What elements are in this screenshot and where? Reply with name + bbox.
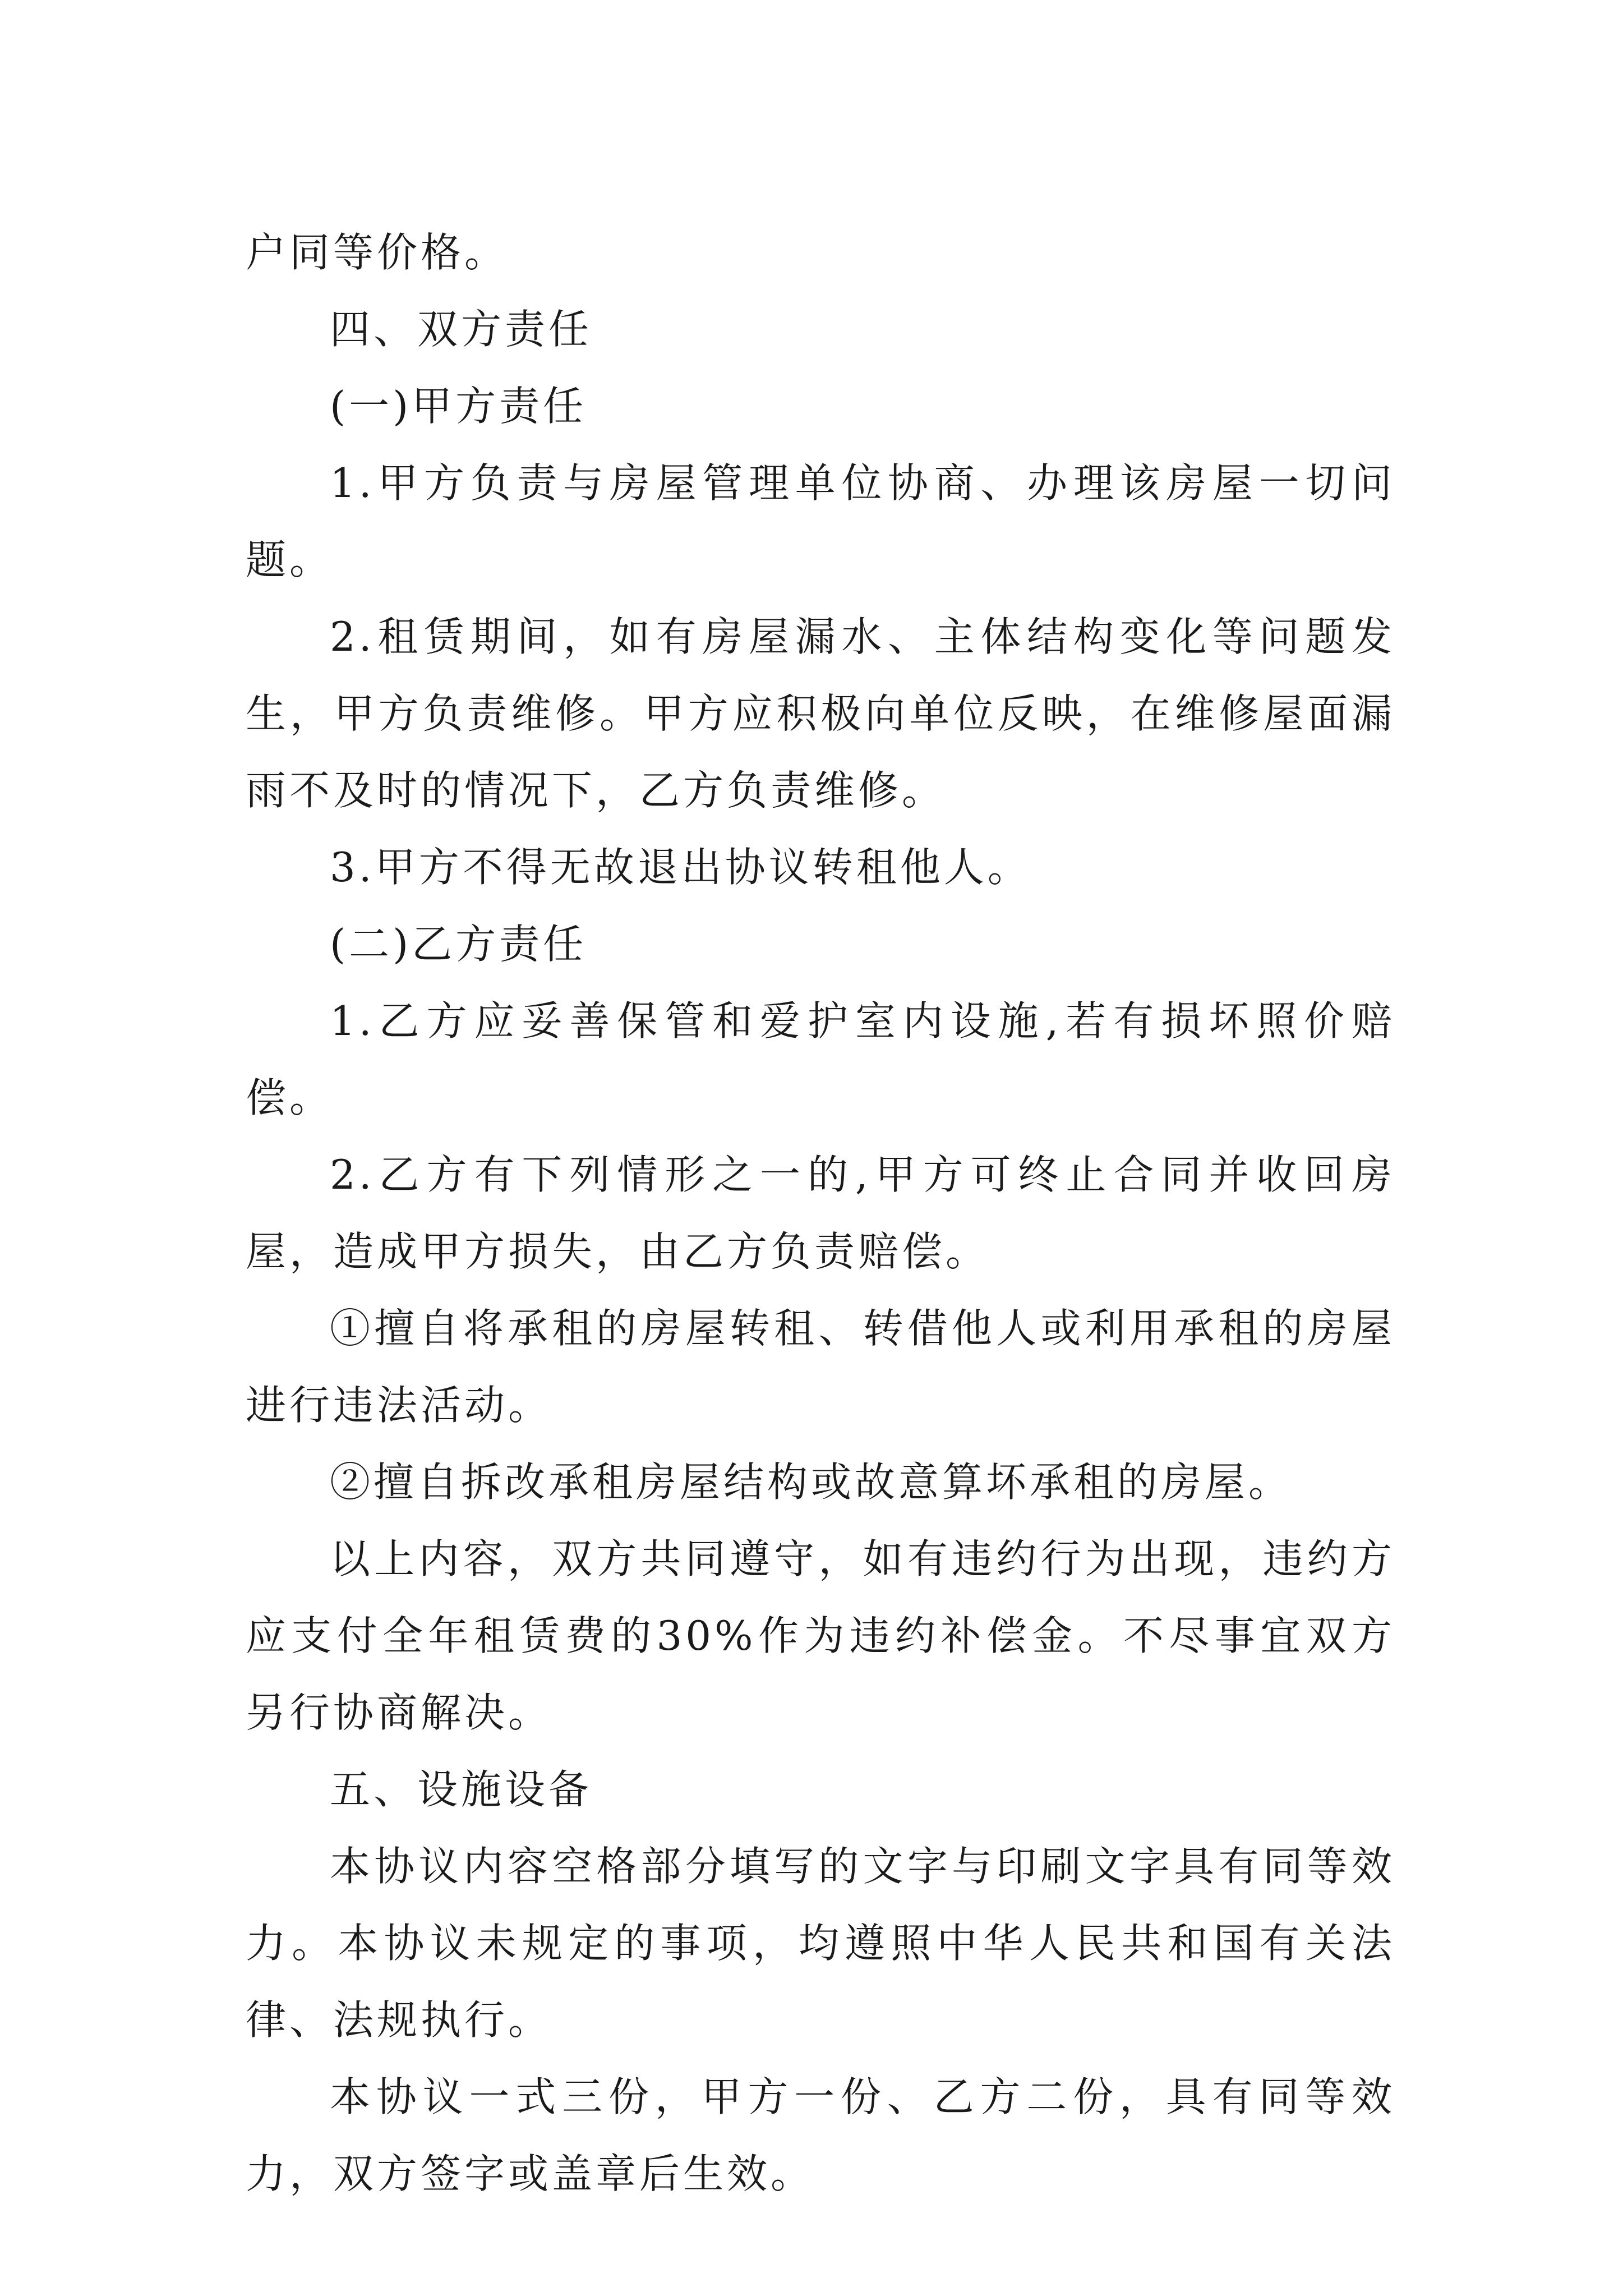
paragraph-party-b-item-2: 2.乙方有下列情形之一的,甲方可终止合同并收回房屋，造成甲方损失，由乙方负责赔偿。 xyxy=(246,1151,1395,1275)
paragraph-breach-clause: 以上内容，双方共同遵守，如有违约行为出现，违约方应支付全年租赁费的30%作为违约补偿金。不尽事宜双方另行协商解决。 xyxy=(246,1535,1395,1736)
subheading-party-b: (二)乙方责任 xyxy=(330,921,587,968)
paragraph-copies-clause: 本协议一式三份，甲方一份、乙方二份，具有同等效力，双方签字或盖章后生效。 xyxy=(246,2073,1395,2197)
paragraph-party-b-item-1: 1.乙方应妥善保管和爱护室内设施,若有损坏照价赔偿。 xyxy=(246,997,1395,1121)
paragraph-party-b-case-1: ①擅自将承租的房屋转租、转借他人或利用承租的房屋进行违法活动。 xyxy=(246,1305,1395,1429)
paragraph-party-a-item-2: 2.租赁期间，如有房屋漏水、主体结构变化等问题发生，甲方负责维修。甲方应积极向单位反映，在维修屋面漏雨不及时的情况下，乙方负责维修。 xyxy=(246,613,1395,814)
section-heading-responsibilities: 四、双方责任 xyxy=(330,306,593,353)
paragraph-validity-clause: 本协议内容空格部分填写的文字与印刷文字具有同等效力。本协议未规定的事项，均遵照中华人民共和国有关法律、法规执行。 xyxy=(246,1843,1395,2044)
paragraph-party-a-item-3: 3.甲方不得无故退出协议转租他人。 xyxy=(330,844,1031,891)
paragraph-party-b-case-2: ②擅自拆改承租房屋结构或故意算坏承租的房屋。 xyxy=(330,1458,1293,1506)
subheading-party-a: (一)甲方责任 xyxy=(330,383,587,430)
document-body xyxy=(246,214,1395,2212)
paragraph-party-a-item-1: 1.甲方负责与房屋管理单位协商、办理该房屋一切问题。 xyxy=(246,459,1395,583)
paragraph-continuation: 户同等价格。 xyxy=(246,229,509,276)
section-heading-facilities: 五、设施设备 xyxy=(330,1766,593,1813)
